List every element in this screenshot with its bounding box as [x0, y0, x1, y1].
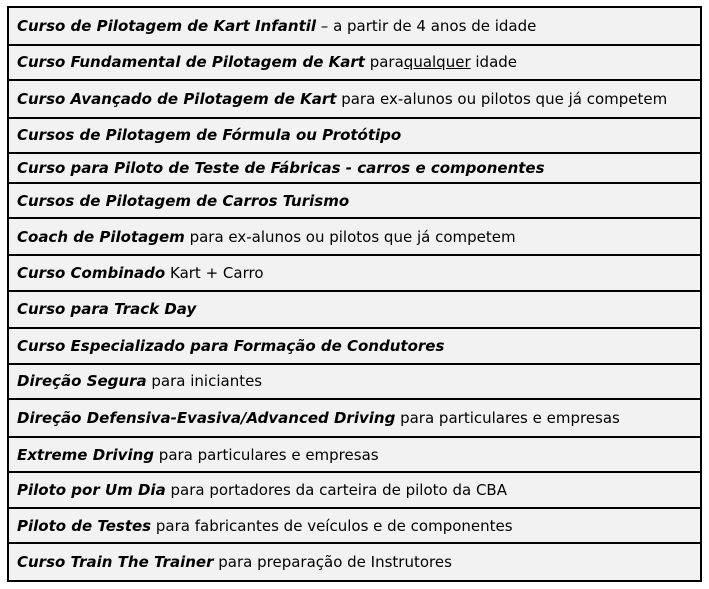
- course-title: Cursos de Pilotagem de Carros Turismo: [17, 191, 350, 210]
- course-title: Curso para Piloto de Teste de Fábricas - carros e componentes: [17, 159, 545, 178]
- course-title: Curso Avançado de Pilotagem de Kart: [17, 89, 337, 108]
- course-row-formula-prototipo: [9, 119, 700, 155]
- course-title: Curso Fundamental de Pilotagem de Kart: [17, 53, 365, 72]
- course-description: para portadores da carteira de piloto da CBA: [170, 481, 507, 500]
- course-description: para ex-alunos ou pilotos que já competem: [189, 227, 516, 246]
- course-title: Coach de Pilotagem: [17, 227, 185, 246]
- course-row-formacao-condutores: [9, 329, 700, 365]
- course-title: Direção Defensiva-Evasiva/Advanced Driving: [17, 408, 396, 427]
- course-title: Direção Segura: [17, 372, 147, 391]
- course-row-piloto-de-testes: [9, 509, 700, 545]
- course-row-extreme-driving: [9, 438, 700, 474]
- course-row-kart-fundamental: [9, 46, 700, 82]
- course-title: Extreme Driving: [17, 445, 155, 464]
- course-row-kart-avancado: [9, 81, 700, 119]
- course-row-track-day: [9, 292, 700, 330]
- course-row-coach-pilotagem: [9, 219, 700, 256]
- course-separator: –: [316, 16, 334, 35]
- course-description: para preparação de Instrutores: [218, 553, 452, 572]
- course-description: para particulares e empresas: [158, 445, 379, 464]
- course-title: Curso Especializado para Formação de Condutores: [17, 336, 445, 355]
- course-title: Curso de Pilotagem de Kart Infantil: [17, 16, 317, 35]
- course-description: para fabricantes de veículos e de componentes: [155, 516, 513, 535]
- course-title: Cursos de Pilotagem de Fórmula ou Protótipo: [17, 126, 402, 145]
- course-title: Piloto de Testes: [17, 516, 152, 535]
- course-row-carros-turismo: [9, 184, 700, 220]
- course-row-piloto-por-um-dia: [9, 473, 700, 509]
- course-description: para ex-alunos ou pilotos que já competem: [341, 89, 668, 108]
- course-row-piloto-teste-fabricas: [9, 154, 700, 184]
- course-table: [7, 6, 702, 582]
- course-row-train-the-trainer: [9, 544, 700, 580]
- course-description: a partir de 4 anos de idade: [333, 16, 537, 35]
- course-title: Curso Train The Trainer: [17, 553, 214, 572]
- course-description-underlined: qualquer: [403, 53, 471, 72]
- course-description-suffix: idade: [470, 53, 518, 72]
- course-description: Kart + Carro: [170, 263, 264, 282]
- course-row-direcao-defensiva: [9, 400, 700, 438]
- course-title: Curso para Track Day: [17, 300, 197, 319]
- course-row-kart-infantil: [9, 8, 700, 46]
- course-row-direcao-segura: [9, 365, 700, 401]
- course-description: para particulares e empresas: [400, 408, 620, 427]
- course-description: para iniciantes: [151, 372, 263, 391]
- course-description-prefix: para: [369, 53, 404, 72]
- course-row-combinado: [9, 256, 700, 292]
- course-title: Piloto por Um Dia: [17, 481, 166, 500]
- course-title: Curso Combinado: [17, 263, 166, 282]
